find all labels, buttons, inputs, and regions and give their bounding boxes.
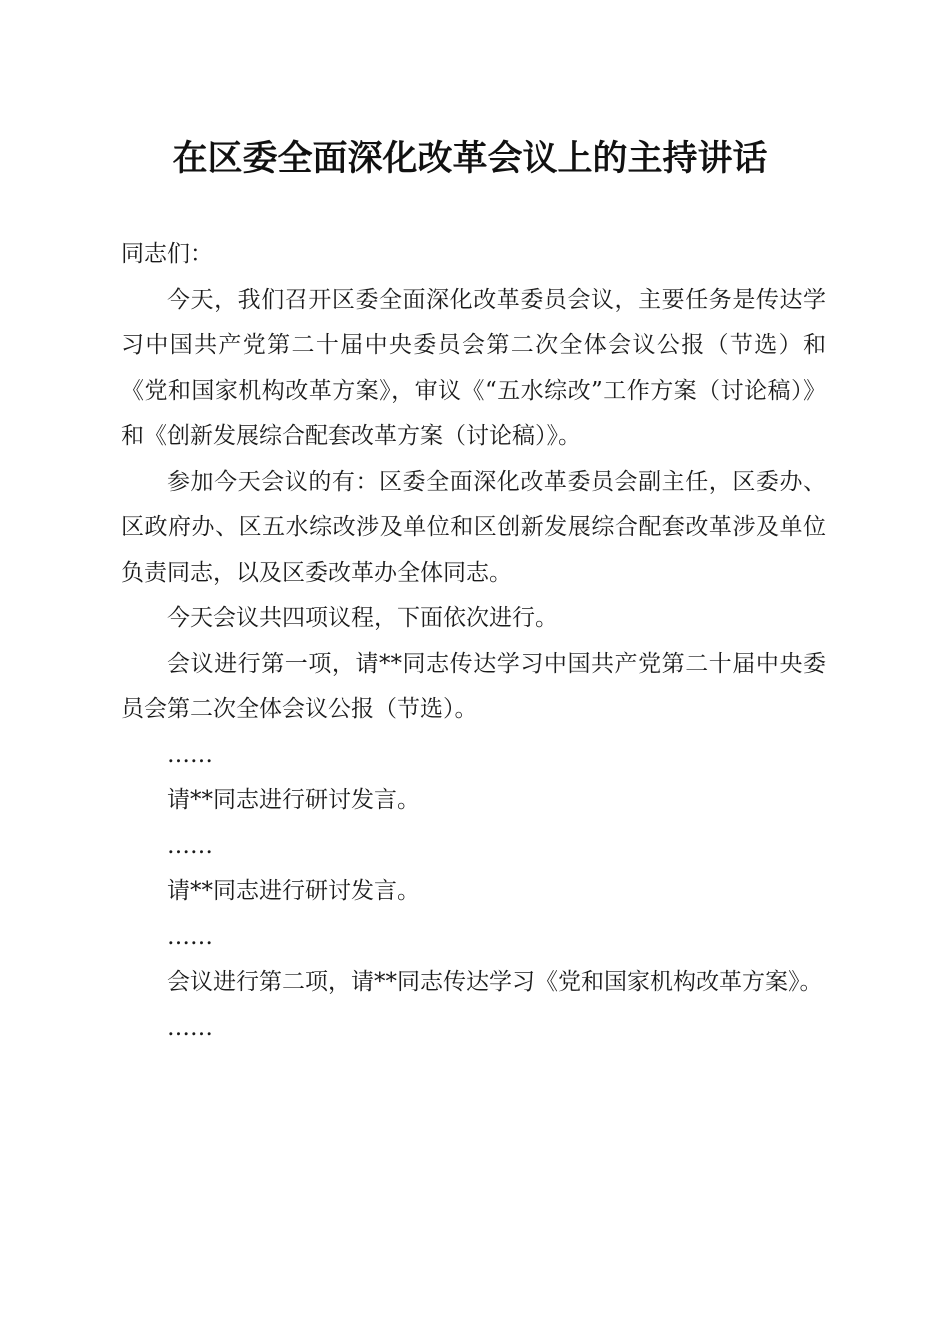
paragraph-attendees: 参加今天会议的有：区委全面深化改革委员会副主任，区委办、区政府办、区五水综改涉及单位和区创新发展综合配套改革涉及单位负责同志，以及区委改革办全体同志。 (121, 468, 826, 586)
paragraph-agenda: 今天会议共四项议程，下面依次进行。 (167, 605, 558, 631)
ellipsis: …… (167, 741, 213, 768)
document-body (121, 232, 826, 1051)
ellipsis: …… (167, 923, 213, 950)
paragraph-item-two: 会议进行第二项，请**同志传达学习《党和国家机构改革方案》。 (167, 969, 823, 995)
paragraph-opening: 今天，我们召开区委全面深化改革委员会议，主要任务是传达学习中国共产党第二十届中央委员会第二次全体会议公报（节选）和《党和国家机构改革方案》，审议《“五水综改”工作方案（讨论稿）》和《创新发展综合配套改革方案（讨论稿）》。 (121, 286, 826, 449)
paragraph-item-one: 会议进行第一项，请**同志传达学习中国共产党第二十届中央委员会第二次全体会议公报（节选）。 (121, 650, 826, 722)
salutation: 同志们： (121, 241, 213, 267)
ellipsis: …… (167, 1014, 213, 1041)
document-title: 在区委全面深化改革会议上的主持讲话 (172, 138, 768, 179)
paragraph-discussion: 请**同志进行研讨发言。 (167, 787, 420, 813)
paragraph-discussion: 请**同志进行研讨发言。 (167, 878, 420, 904)
ellipsis: …… (167, 832, 213, 859)
